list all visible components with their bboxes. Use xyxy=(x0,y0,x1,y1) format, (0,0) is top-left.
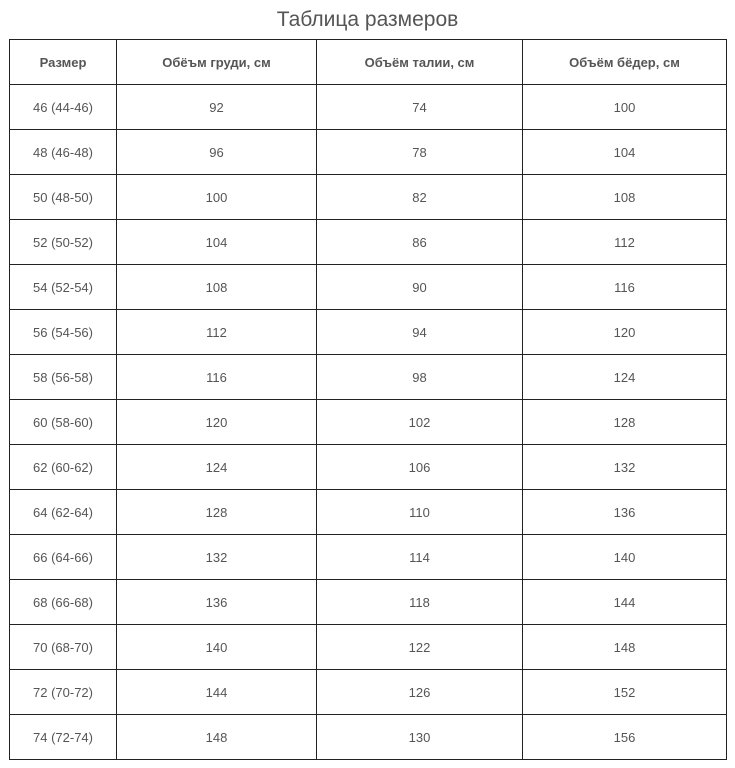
header-waist: Объём талии, см xyxy=(317,40,523,85)
cell-hips: 144 xyxy=(523,580,727,625)
table-row xyxy=(10,490,727,535)
cell-chest: 120 xyxy=(117,400,317,445)
cell-size: 52 (50-52) xyxy=(10,220,117,265)
table-row xyxy=(10,175,727,220)
cell-hips: 148 xyxy=(523,625,727,670)
cell-chest: 92 xyxy=(117,85,317,130)
cell-hips: 120 xyxy=(523,310,727,355)
table-row xyxy=(10,535,727,580)
header-hips: Объём бёдер, см xyxy=(523,40,727,85)
cell-size: 74 (72-74) xyxy=(10,715,117,760)
cell-waist: 86 xyxy=(317,220,523,265)
cell-size: 72 (70-72) xyxy=(10,670,117,715)
cell-hips: 100 xyxy=(523,85,727,130)
size-table xyxy=(9,39,727,760)
cell-waist: 82 xyxy=(317,175,523,220)
cell-size: 62 (60-62) xyxy=(10,445,117,490)
cell-waist: 94 xyxy=(317,310,523,355)
table-row xyxy=(10,715,727,760)
cell-size: 60 (58-60) xyxy=(10,400,117,445)
cell-size: 48 (46-48) xyxy=(10,130,117,175)
cell-hips: 136 xyxy=(523,490,727,535)
table-header-row xyxy=(10,40,727,85)
table-row xyxy=(10,130,727,175)
cell-waist: 110 xyxy=(317,490,523,535)
cell-chest: 144 xyxy=(117,670,317,715)
cell-size: 56 (54-56) xyxy=(10,310,117,355)
cell-waist: 78 xyxy=(317,130,523,175)
cell-waist: 130 xyxy=(317,715,523,760)
cell-size: 46 (44-46) xyxy=(10,85,117,130)
cell-chest: 136 xyxy=(117,580,317,625)
cell-hips: 124 xyxy=(523,355,727,400)
cell-chest: 148 xyxy=(117,715,317,760)
cell-waist: 114 xyxy=(317,535,523,580)
cell-chest: 104 xyxy=(117,220,317,265)
table-body xyxy=(10,85,727,760)
cell-chest: 116 xyxy=(117,355,317,400)
cell-waist: 106 xyxy=(317,445,523,490)
cell-chest: 124 xyxy=(117,445,317,490)
cell-chest: 100 xyxy=(117,175,317,220)
cell-hips: 132 xyxy=(523,445,727,490)
cell-size: 70 (68-70) xyxy=(10,625,117,670)
cell-hips: 108 xyxy=(523,175,727,220)
table-row xyxy=(10,445,727,490)
table-row xyxy=(10,265,727,310)
cell-chest: 132 xyxy=(117,535,317,580)
cell-waist: 98 xyxy=(317,355,523,400)
cell-hips: 140 xyxy=(523,535,727,580)
cell-size: 54 (52-54) xyxy=(10,265,117,310)
cell-size: 50 (48-50) xyxy=(10,175,117,220)
cell-waist: 122 xyxy=(317,625,523,670)
cell-waist: 102 xyxy=(317,400,523,445)
cell-size: 68 (66-68) xyxy=(10,580,117,625)
cell-waist: 118 xyxy=(317,580,523,625)
cell-waist: 90 xyxy=(317,265,523,310)
cell-waist: 126 xyxy=(317,670,523,715)
cell-hips: 152 xyxy=(523,670,727,715)
table-row xyxy=(10,670,727,715)
cell-chest: 108 xyxy=(117,265,317,310)
cell-waist: 74 xyxy=(317,85,523,130)
cell-chest: 112 xyxy=(117,310,317,355)
cell-hips: 116 xyxy=(523,265,727,310)
header-size: Размер xyxy=(10,40,117,85)
cell-chest: 140 xyxy=(117,625,317,670)
cell-size: 58 (56-58) xyxy=(10,355,117,400)
page-title: Таблица размеров xyxy=(276,8,459,31)
cell-chest: 128 xyxy=(117,490,317,535)
cell-size: 66 (64-66) xyxy=(10,535,117,580)
table-row xyxy=(10,400,727,445)
cell-hips: 128 xyxy=(523,400,727,445)
cell-hips: 112 xyxy=(523,220,727,265)
cell-chest: 96 xyxy=(117,130,317,175)
table-row xyxy=(10,355,727,400)
cell-hips: 156 xyxy=(523,715,727,760)
table-row xyxy=(10,85,727,130)
table-row xyxy=(10,310,727,355)
cell-hips: 104 xyxy=(523,130,727,175)
table-row xyxy=(10,625,727,670)
table-row xyxy=(10,220,727,265)
cell-size: 64 (62-64) xyxy=(10,490,117,535)
header-chest: Обёъм груди, см xyxy=(117,40,317,85)
table-row xyxy=(10,580,727,625)
